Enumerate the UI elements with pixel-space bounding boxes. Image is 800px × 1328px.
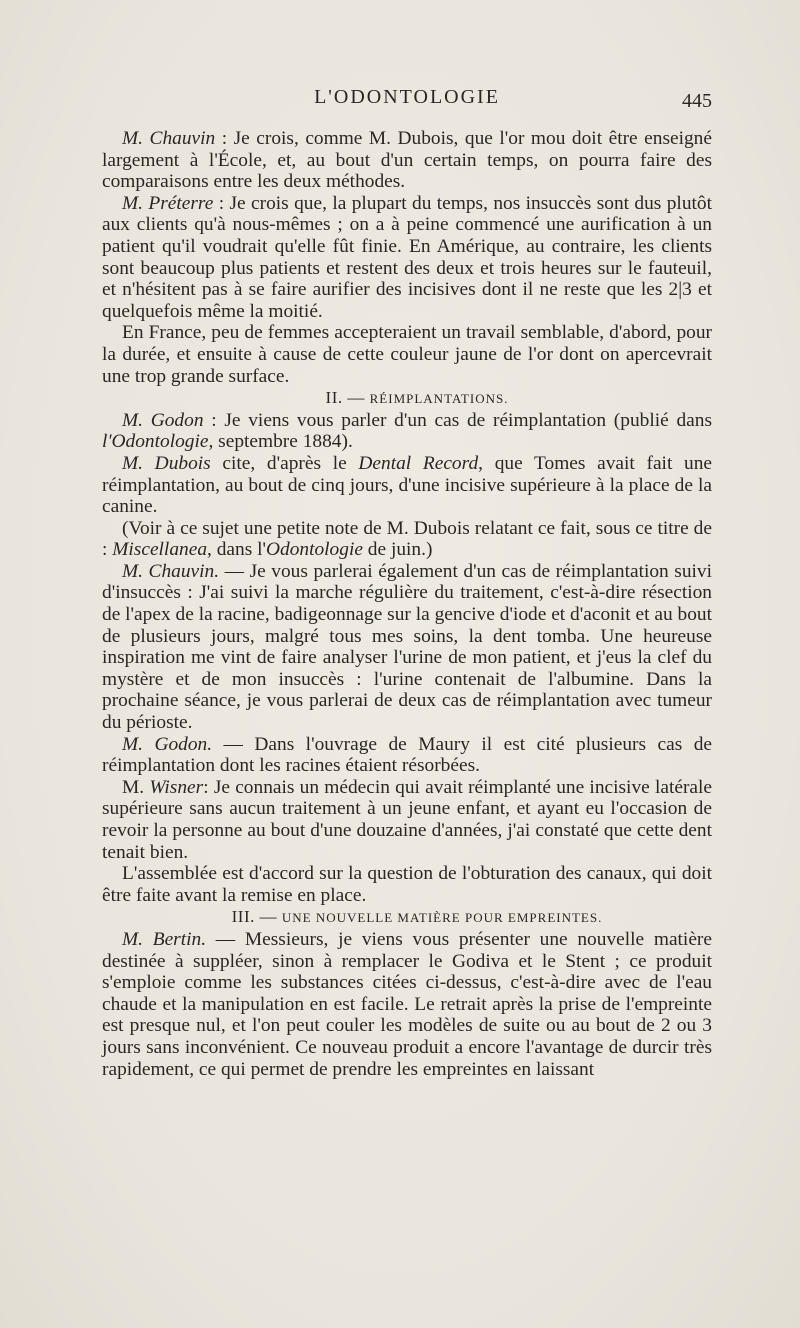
paragraph-dubois bbox=[102, 453, 712, 518]
paragraph-godon-2 bbox=[102, 734, 712, 777]
paragraph-text: — Je vous parlerai également d'un cas de réimplantation suivi d'insuccès : J'ai suivi la marche régulière du traitement, c'est-à-dire résection de l'apex de la racine, badigeonnage sur la gencive d'iode et d'aconit et au bout de plusieurs jours, malgré tous mes soins, la dent tomba. Une heureuse inspiration me vint de faire analyser l'urine de mon patient, et j'eus la clef du mystère et de mon insuccès : l'urine contenait de l'albumine. Dans la prochaine séance, je vous parlerai de deux cas de réimplantation avec tumeur du périoste. bbox=[102, 560, 713, 734]
paragraph-chauvin-1 bbox=[102, 128, 712, 193]
paragraph-note bbox=[102, 518, 712, 561]
paragraph-text: L'assemblée est d'accord sur la question de l'obturation des canaux, qui doit être faite avant la remise en place. bbox=[102, 863, 712, 906]
section-heading-empreintes bbox=[102, 906, 712, 929]
speaker-name: M. Bertin. bbox=[122, 928, 207, 950]
paragraph-text: de juin.) bbox=[362, 539, 433, 561]
paragraph-text: : Je viens vous parler d'un cas de réimplantation (publié dans bbox=[203, 409, 712, 431]
paragraph-chauvin-2 bbox=[102, 561, 712, 734]
journal-title: Dental Record bbox=[358, 452, 479, 474]
paragraph-assembly bbox=[102, 863, 712, 906]
paragraph-text: : Je connais un médecin qui avait réimplanté une incisive latérale supérieure sans aucun traitement à un jeune enfant, et ayant eu l'occasion de revoir la personne au bout d'une douzaine d'années, j'ai constaté que cette dent tenait bien. bbox=[102, 776, 713, 863]
page-body bbox=[102, 128, 712, 1080]
paragraph-france bbox=[102, 322, 712, 387]
paragraph-text: , dans l' bbox=[207, 539, 266, 561]
paragraph-text: , que Tomes avait fait une réimplantation, au bout de cinq jours, d'une incisive supérieure à la place de la canine. bbox=[102, 452, 713, 518]
speaker-name: Wisner bbox=[149, 776, 204, 798]
section-title: UNE NOUVELLE MATIÈRE POUR EMPREINTES. bbox=[281, 910, 603, 926]
section-heading-reimplantations bbox=[102, 387, 712, 410]
paragraph-text: , septembre 1884). bbox=[208, 431, 353, 453]
paragraph-text: : Je crois, comme M. Dubois, que l'or mou doit être enseigné largement à l'École, et, au bout d'un certain temps, on pourra faire des comparaisons entre les deux méthodes. bbox=[102, 128, 712, 193]
paragraph-text: cite, d'après le bbox=[210, 452, 359, 474]
speaker-name: M. Godon. bbox=[122, 733, 213, 755]
page-number: 445 bbox=[682, 90, 712, 112]
paragraph-text: — Dans l'ouvrage de Maury il est cité plusieurs cas de réimplantation dont les racines étaient résorbées. bbox=[102, 733, 713, 777]
speaker-name: M. Chauvin. bbox=[122, 560, 220, 582]
paragraph-text: : Je crois que, la plupart du temps, nos insuccès sont dus plutôt aux clients qu'à nous-mêmes ; on a à peine commencé une aurification à un patient qu'il voudrait qu'elle fût finie. En Amérique, au contraire, les clients sont beaucoup plus patients et restent des deux et trois heures sur le fauteuil, et n'hésitent pas à se faire aurifier des incisives dont il ne reste que les 2|3 et quelquefois même la moitié. bbox=[102, 192, 712, 322]
journal-title: l'Odontologie bbox=[102, 431, 209, 453]
journal-title: Odontologie bbox=[266, 539, 363, 561]
speaker-prefix: M. bbox=[122, 776, 150, 798]
speaker-name: M. Dubois bbox=[122, 452, 211, 474]
speaker-name: M. Préterre bbox=[122, 192, 214, 214]
paragraph-preterre bbox=[102, 193, 712, 323]
paragraph-bertin bbox=[102, 929, 712, 1080]
paragraph-text: — Messieurs, je viens vous présenter une nouvelle matière destinée à suppléer, sinon à remplacer le Godiva et le Stent ; ce produit s'emploie comme les substances citées ci-dessus, c'est-à-dire avec de l'eau chaude et la manipulation en est facile. Le retrait après la prise de l'empreinte est presque nul, et l'on peut couler les modèles de suite ou au bout de 2 ou 3 jours sans inconvénient. Ce nouveau produit a encore l'avantage de durcir très rapidement, ce qui permet de prendre les empreintes en laissant bbox=[102, 928, 712, 1080]
paragraph-wisner bbox=[102, 777, 712, 863]
paragraph-text: En France, peu de femmes accepteraient un travail semblable, d'abord, pour la durée, et ensuite à cause de cette couleur jaune de l'or dont on apercevrait une trop grande surface. bbox=[102, 322, 712, 387]
paragraph-text: (Voir à ce sujet une petite note de M. Dubois relatant ce fait, sous ce titre de : bbox=[102, 517, 712, 561]
section-number: II. — bbox=[325, 388, 370, 408]
section-number: III. — bbox=[231, 907, 282, 927]
paragraph-godon-1 bbox=[102, 410, 712, 453]
speaker-name: M. Chauvin bbox=[122, 128, 216, 149]
article-title: Miscellanea bbox=[112, 539, 208, 561]
section-title: RÉIMPLANTATIONS. bbox=[369, 391, 509, 407]
running-title: L'ODONTOLOGIE bbox=[314, 86, 500, 108]
page-header bbox=[102, 86, 712, 120]
speaker-name: M. Godon bbox=[122, 409, 204, 431]
